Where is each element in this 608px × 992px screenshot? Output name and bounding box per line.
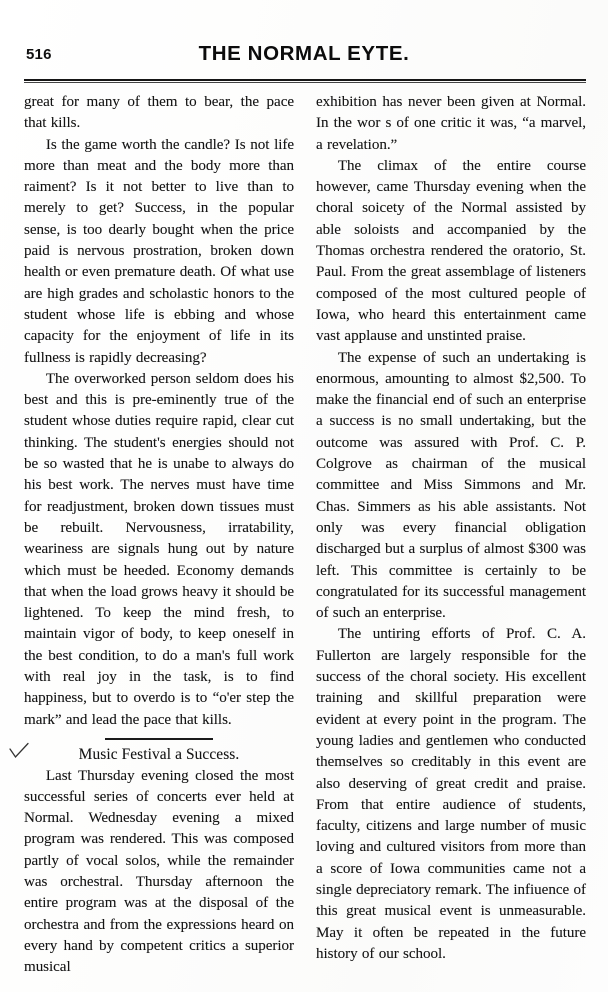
right-column [316,92,586,978]
header-rule-thick [24,79,586,81]
masthead [26,42,582,72]
running-head-title: THE NORMAL EYTE. [198,42,410,65]
paragraph: The climax of the entire course however, came Thursday evening when the choral soicety of the Normal assisted by able soloists and accompanied by the Thomas orchestra rendered the oratorio, St. Paul. From the great assemblage of listeners composed of the most cultured people of Iowa, who heard this entertainment came vast applause and unstinted praise. [316,157,586,345]
subhead-rule [105,738,213,740]
paragraph: Is the game worth the candle? Is not life more than meat and the body more than raiment? Is it not better to live than to merely to get? Success, in the popular sense, is too dearly bought when the price paid is nervous prostration, broken down health or even premature death. Of what use are high grades and scholastic honors to the student whose life is ebbing and whose capacity for the enjoyment of life in its fullness is rapidly decreasing? [24,136,294,366]
paragraph: The untiring efforts of Prof. C. A. Fullerton are largely responsible for the success of the choral society. His excellent training and skillful preparation were evident at every point in the program. The young ladies and gentlemen who conducted themselves so creditably in this event are also deserving of great credit and praise. From that entire audience of students, faculty, citizens and large number of music loving and cultured visitors from more than a score of Iowa communities came not a single depreciatory remark. The infiuence of this great musical event is unmeasurable. May it often be repeated in the future history of our school. [316,626,586,962]
section-subheading: Music Festival a Success. [78,745,240,763]
left-column [24,92,294,978]
paragraph: The expense of such an undertaking is enormous, amounting to almost $2,500. To make the financial end of such an enterprise a success is no small undertaking, but the outcome was assured with Prof. C. P. Colgrove as chairman of the musical committee and Miss Simmons and Mr. Chas. Simmers as his able assistants. Not only was every financial obligation discharged but a surplus of almost $300 was left. This committee is certainly to be congratulated for its successful management of such an enterprise. [316,349,586,622]
header-divider-rule [24,79,586,84]
check-mark-icon [8,742,30,764]
two-column-body [24,92,586,978]
header-rule-thin [24,82,586,83]
paragraph: The overworked person seldom does his best and this is pre-eminently true of the student whose duties require rapid, clear cut thinking. The student's energies should not be so wasted that he is unabe to always do his best work. The nerves must have time for readjustment, broken down tissues must be rebuilt. Nervousness, irratability, weariness are signals hung out by nature which must be heeded. Economy demands that when the load grows heavy it should be lightened. To keep the mind fresh, to maintain vigor of body, to keep oneself in the best condition, to do a man's full work with real joy in the task, is to find happiness, but to overdo is to “o'er step the mark” and lead the pace that kills. [24,370,294,728]
paragraph: Last Thursday evening closed the most successful series of concerts ever held at Normal. Wednesday evening a mixed program was rendered. This was composed partly of vocal solos, while the remainder was orchestral. Thursday afternoon the entire program was at the disposal of the orchestra and from the expressions heard on every hand by competent critics a superior musical [24,767,294,976]
page-number: 516 [26,46,52,63]
paragraph: great for many of them to bear, the pace that kills. [24,94,294,132]
paragraph: exhibition has never been given at Normal. In the wor s of one critic it was, “a marvel, a revelation.” [316,94,586,153]
